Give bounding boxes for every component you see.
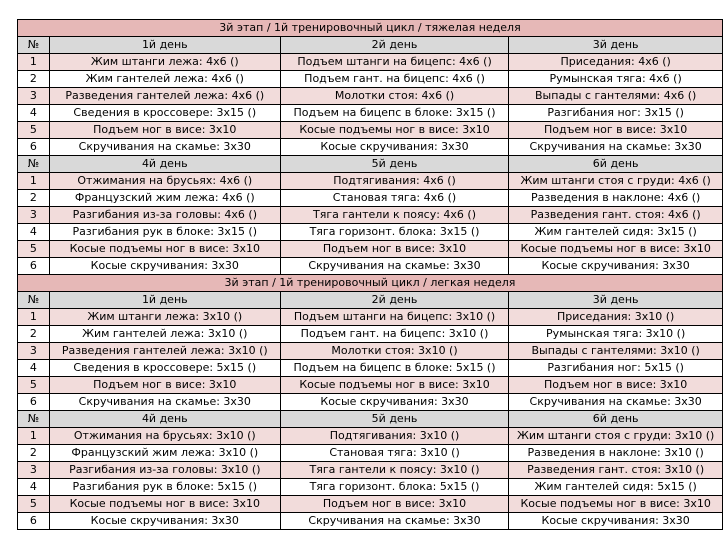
exercise-cell: Косые подъемы ног в висе: 3х10 [49, 241, 280, 258]
exercise-cell: Скручивания на скамье: 3х30 [280, 258, 509, 275]
day-header: 1й день [49, 292, 280, 309]
day-header: 4й день [49, 411, 280, 428]
exercise-cell: Разгибания из-за головы: 3х10 () [49, 462, 280, 479]
exercise-cell: Жим штанги стоя с груди: 3х10 () [509, 428, 723, 445]
table-row [18, 462, 723, 479]
day-header-row [18, 156, 723, 173]
table-row [18, 445, 723, 462]
table-row [18, 377, 723, 394]
row-number: 2 [18, 445, 50, 462]
table-row [18, 105, 723, 122]
row-number: 3 [18, 88, 50, 105]
table-row [18, 343, 723, 360]
exercise-cell: Румынская тяга: 4х6 () [509, 71, 723, 88]
exercise-cell: Жим штанги стоя с груди: 4х6 () [509, 173, 723, 190]
number-column-header: № [18, 37, 50, 54]
week-title: 3й этап / 1й тренировочный цикл / легкая неделя [18, 275, 723, 292]
exercise-cell: Отжимания на брусьях: 3х10 () [49, 428, 280, 445]
exercise-cell: Тяга горизонт. блока: 5х15 () [280, 479, 509, 496]
exercise-cell: Косые подъемы ног в висе: 3х10 [280, 122, 509, 139]
exercise-cell: Разгибания ног: 3х15 () [509, 105, 723, 122]
day-header: 3й день [509, 292, 723, 309]
week-title-row [18, 20, 723, 37]
row-number: 3 [18, 343, 50, 360]
exercise-cell: Скручивания на скамье: 3х30 [49, 394, 280, 411]
table-row [18, 258, 723, 275]
table-row [18, 496, 723, 513]
exercise-cell: Жим гантелей лежа: 3х10 () [49, 326, 280, 343]
day-header: 5й день [280, 156, 509, 173]
exercise-cell: Выпады с гантелями: 4х6 () [509, 88, 723, 105]
day-header-row [18, 411, 723, 428]
exercise-cell: Скручивания на скамье: 3х30 [509, 394, 723, 411]
exercise-cell: Подъем на бицепс в блоке: 3х15 () [280, 105, 509, 122]
exercise-cell: Подъем штанги на бицепс: 3х10 () [280, 309, 509, 326]
number-column-header: № [18, 292, 50, 309]
training-schedule-table [17, 19, 723, 530]
row-number: 1 [18, 54, 50, 71]
table-body [18, 20, 723, 530]
exercise-cell: Косые скручивания: 3х30 [280, 139, 509, 156]
row-number: 4 [18, 224, 50, 241]
row-number: 5 [18, 122, 50, 139]
table-row [18, 207, 723, 224]
row-number: 6 [18, 139, 50, 156]
exercise-cell: Косые скручивания: 3х30 [509, 258, 723, 275]
exercise-cell: Подъем ног в висе: 3х10 [509, 377, 723, 394]
exercise-cell: Жим штанги лежа: 3х10 () [49, 309, 280, 326]
table-row [18, 88, 723, 105]
exercise-cell: Жим гантелей сидя: 5х15 () [509, 479, 723, 496]
exercise-cell: Жим гантелей сидя: 3х15 () [509, 224, 723, 241]
table-row [18, 360, 723, 377]
exercise-cell: Разгибания рук в блоке: 5х15 () [49, 479, 280, 496]
row-number: 5 [18, 496, 50, 513]
exercise-cell: Разгибания ног: 5х15 () [509, 360, 723, 377]
exercise-cell: Приседания: 4х6 () [509, 54, 723, 71]
exercise-cell: Французский жим лежа: 3х10 () [49, 445, 280, 462]
exercise-cell: Разведения в наклоне: 3х10 () [509, 445, 723, 462]
day-header: 2й день [280, 37, 509, 54]
exercise-cell: Подъем гант. на бицепс: 4х6 () [280, 71, 509, 88]
exercise-cell: Тяга гантели к поясу: 4х6 () [280, 207, 509, 224]
exercise-cell: Косые подъемы ног в висе: 3х10 [509, 496, 723, 513]
exercise-cell: Подъем ног в висе: 3х10 [49, 377, 280, 394]
week-title-row [18, 275, 723, 292]
table-row [18, 190, 723, 207]
row-number: 4 [18, 360, 50, 377]
day-header: 2й день [280, 292, 509, 309]
exercise-cell: Отжимания на брусьях: 4х6 () [49, 173, 280, 190]
day-header: 1й день [49, 37, 280, 54]
exercise-cell: Тяга гантели к поясу: 3х10 () [280, 462, 509, 479]
table-row [18, 122, 723, 139]
row-number: 1 [18, 173, 50, 190]
table-row [18, 71, 723, 88]
exercise-cell: Разведения гантелей лежа: 3х10 () [49, 343, 280, 360]
exercise-cell: Косые скручивания: 3х30 [509, 513, 723, 530]
exercise-cell: Разведения в наклоне: 4х6 () [509, 190, 723, 207]
row-number: 5 [18, 241, 50, 258]
day-header-row [18, 292, 723, 309]
exercise-cell: Румынская тяга: 3х10 () [509, 326, 723, 343]
exercise-cell: Французский жим лежа: 4х6 () [49, 190, 280, 207]
exercise-cell: Приседания: 3х10 () [509, 309, 723, 326]
exercise-cell: Становая тяга: 4х6 () [280, 190, 509, 207]
row-number: 3 [18, 207, 50, 224]
table-row [18, 139, 723, 156]
exercise-cell: Подтягивания: 3х10 () [280, 428, 509, 445]
table-row [18, 54, 723, 71]
exercise-cell: Косые скручивания: 3х30 [49, 513, 280, 530]
table-row [18, 394, 723, 411]
exercise-cell: Косые подъемы ног в висе: 3х10 [49, 496, 280, 513]
row-number: 5 [18, 377, 50, 394]
table-row [18, 326, 723, 343]
table-row [18, 241, 723, 258]
row-number: 1 [18, 309, 50, 326]
exercise-cell: Разведения гант. стоя: 4х6 () [509, 207, 723, 224]
exercise-cell: Сведения в кроссовере: 5х15 () [49, 360, 280, 377]
table-row [18, 479, 723, 496]
exercise-cell: Косые скручивания: 3х30 [280, 394, 509, 411]
number-column-header: № [18, 411, 50, 428]
exercise-cell: Косые подъемы ног в висе: 3х10 [280, 377, 509, 394]
row-number: 3 [18, 462, 50, 479]
exercise-cell: Молотки стоя: 3х10 () [280, 343, 509, 360]
day-header: 4й день [49, 156, 280, 173]
exercise-cell: Косые подъемы ног в висе: 3х10 [509, 241, 723, 258]
table-row [18, 513, 723, 530]
table-row [18, 309, 723, 326]
exercise-cell: Жим штанги лежа: 4х6 () [49, 54, 280, 71]
day-header: 6й день [509, 411, 723, 428]
exercise-cell: Разгибания из-за головы: 4х6 () [49, 207, 280, 224]
exercise-cell: Подъем ног в висе: 3х10 [49, 122, 280, 139]
row-number: 6 [18, 258, 50, 275]
exercise-cell: Подъем ног в висе: 3х10 [280, 241, 509, 258]
exercise-cell: Разгибания рук в блоке: 3х15 () [49, 224, 280, 241]
row-number: 6 [18, 513, 50, 530]
row-number: 1 [18, 428, 50, 445]
exercise-cell: Скручивания на скамье: 3х30 [49, 139, 280, 156]
exercise-cell: Подтягивания: 4х6 () [280, 173, 509, 190]
exercise-cell: Сведения в кроссовере: 3х15 () [49, 105, 280, 122]
week-title: 3й этап / 1й тренировочный цикл / тяжелая неделя [18, 20, 723, 37]
number-column-header: № [18, 156, 50, 173]
day-header: 5й день [280, 411, 509, 428]
day-header: 3й день [509, 37, 723, 54]
exercise-cell: Скручивания на скамье: 3х30 [509, 139, 723, 156]
row-number: 4 [18, 105, 50, 122]
table-row [18, 173, 723, 190]
row-number: 6 [18, 394, 50, 411]
exercise-cell: Подъем ног в висе: 3х10 [509, 122, 723, 139]
exercise-cell: Подъем на бицепс в блоке: 5х15 () [280, 360, 509, 377]
exercise-cell: Разведения гант. стоя: 3х10 () [509, 462, 723, 479]
row-number: 2 [18, 326, 50, 343]
row-number: 4 [18, 479, 50, 496]
exercise-cell: Подъем гант. на бицепс: 3х10 () [280, 326, 509, 343]
exercise-cell: Подъем штанги на бицепс: 4х6 () [280, 54, 509, 71]
exercise-cell: Разведения гантелей лежа: 4х6 () [49, 88, 280, 105]
exercise-cell: Молотки стоя: 4х6 () [280, 88, 509, 105]
exercise-cell: Жим гантелей лежа: 4х6 () [49, 71, 280, 88]
exercise-cell: Косые скручивания: 3х30 [49, 258, 280, 275]
exercise-cell: Подъем ног в висе: 3х10 [280, 496, 509, 513]
table-row [18, 428, 723, 445]
table-row [18, 224, 723, 241]
day-header: 6й день [509, 156, 723, 173]
exercise-cell: Тяга горизонт. блока: 3х15 () [280, 224, 509, 241]
exercise-cell: Выпады с гантелями: 3х10 () [509, 343, 723, 360]
exercise-cell: Становая тяга: 3х10 () [280, 445, 509, 462]
exercise-cell: Скручивания на скамье: 3х30 [280, 513, 509, 530]
day-header-row [18, 37, 723, 54]
row-number: 2 [18, 71, 50, 88]
row-number: 2 [18, 190, 50, 207]
